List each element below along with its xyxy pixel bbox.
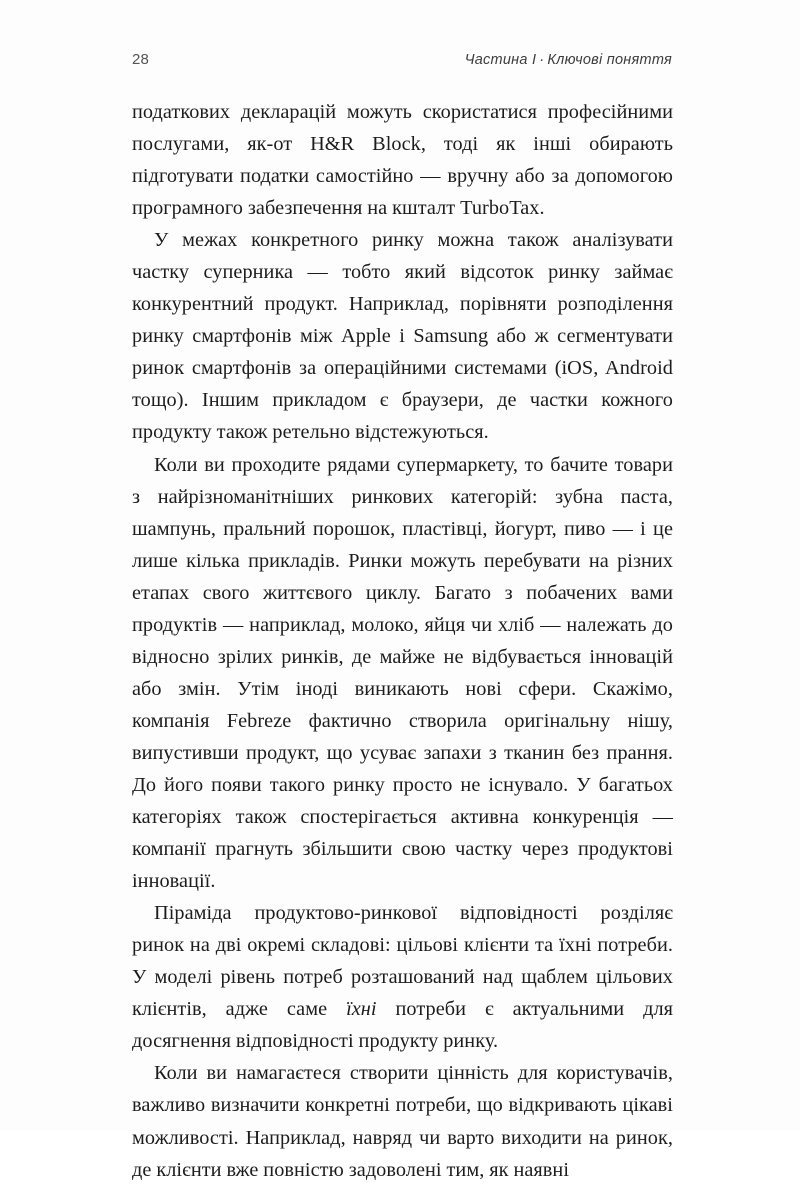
paragraph-5: Коли ви намагаєтеся створити цінність для користувачів, важливо визначити конкретні потреби, що відкривають цікаві можливості. Наприклад, навряд чи варто виходити на ринок, де клієнти вже повністю задоволені тим, як наявні: [132, 1062, 673, 1181]
running-head-separator: ·: [539, 52, 545, 68]
running-head-chapter: Ключові поняття: [547, 52, 672, 68]
body-text-block: [132, 96, 673, 1186]
running-head: [132, 52, 672, 76]
paragraph-4-lead: Піраміда продуктово-ринкової відповідності розділяє ринок на дві окремі складові: цільові клієнти та їхні потреби. У моделі рівень потреб розташований над щаблем цільових клієнтів, адже саме: [132, 902, 673, 1021]
paragraph-2: У межах конкретного ринку можна також аналізувати частку суперника — тобто який відсоток ринку займає конкурентний продукт. Наприклад, порівняти розподілення ринку смартфонів між Apple і Samsung або ж сегментувати ринок смартфонів за операційними системами (iOS, Android тощо). Іншим прикладом є браузери, де частки кожного продукту також ретельно відстежуються.: [132, 229, 673, 444]
paragraph-4-emphasis: їхні: [346, 998, 377, 1021]
running-head-title: [465, 53, 672, 68]
paragraph-4-tail: потреби є актуальними для досягнення відповідності продукту ринку.: [132, 998, 673, 1053]
paragraph-1: податкових декларацій можуть скористатися професійними послугами, як-от H&R Block, тоді як інші обирають підготувати податки самостійно — вручну або за допомогою програмного забезпечення на кшталт TurboTax.: [132, 101, 673, 220]
page-number: 28: [132, 51, 150, 68]
running-head-part: Частина I: [464, 52, 537, 68]
paragraph-3: Коли ви проходите рядами супермаркету, то бачите товари з найрізноманітніших ринкових категорій: зубна паста, шампунь, пральний порошок, пластівці, йогурт, пиво — і це лише кілька прикладів. Ринки можуть перебувати на різних етапах свого життєвого циклу. Багато з побачених вами продуктів — наприклад, молоко, яйця чи хліб — належать до відносно зрілих ринків, де майже не відбувається інновацій або змін. Утім іноді виникають нові сфери. Скажімо, компанія Febreze фактично створила оригінальну нішу, випустивши продукт, що усуває запахи з тканин без прання. До його появи такого ринку просто не існувало. У багатьох категоріях також спостерігається активна конкуренція — компанії прагнуть збільшити свою частку через продуктові інновації.: [132, 453, 673, 893]
paragraph-4: [132, 897, 673, 1057]
